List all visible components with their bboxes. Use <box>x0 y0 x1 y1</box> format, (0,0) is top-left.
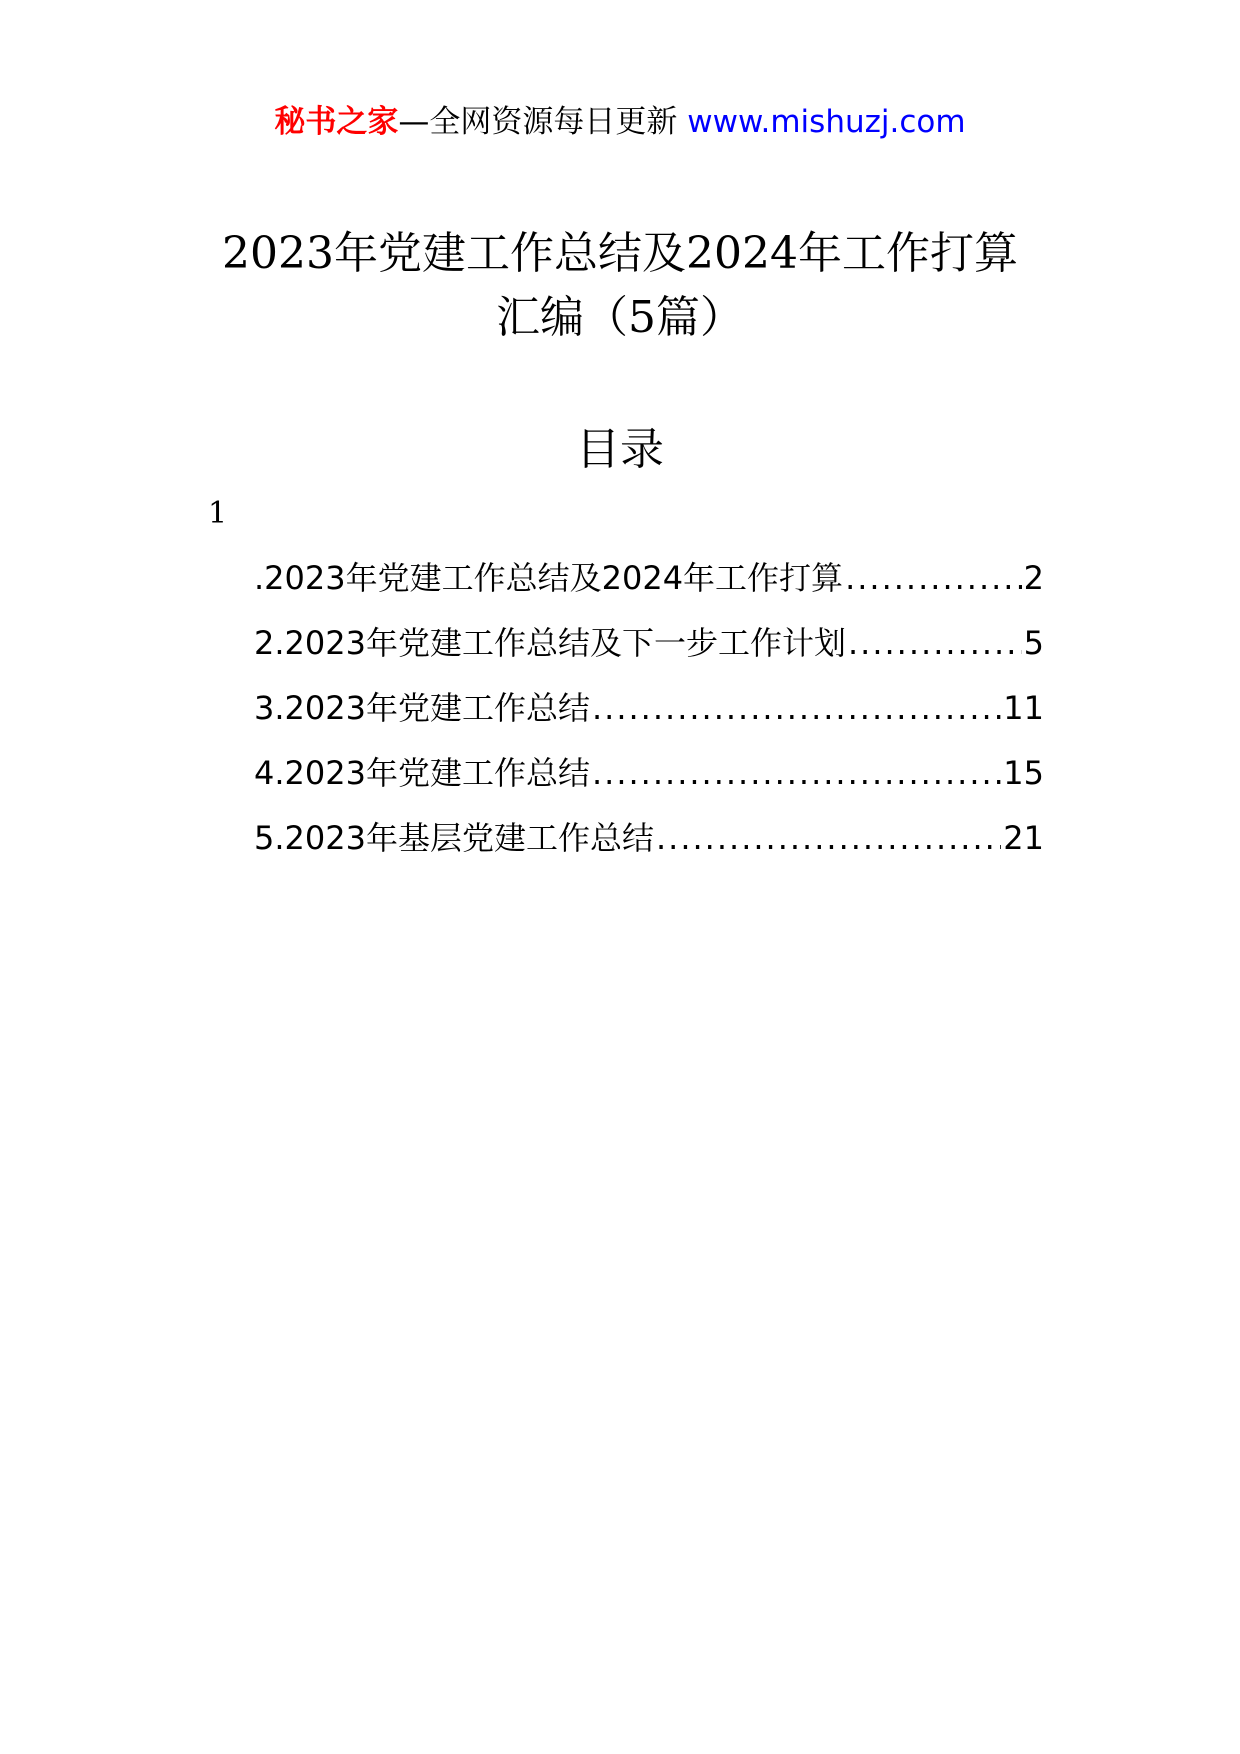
toc-entry[interactable] <box>254 621 1044 686</box>
toc-entry-page: 15 <box>1003 754 1044 792</box>
toc-entry-label: .2023年党建工作总结及2024年工作打算 <box>254 559 844 597</box>
toc-entry-label: 5.2023年基层党建工作总结 <box>254 819 654 857</box>
toc-entry-page: 2 <box>1023 559 1044 597</box>
document-title <box>150 222 1090 350</box>
toc-dot-leader <box>592 751 1001 795</box>
toc-entry-page: 21 <box>1003 819 1044 857</box>
toc-entry-label: 2.2023年党建工作总结及下一步工作计划 <box>254 624 846 662</box>
toc-list <box>254 556 1044 881</box>
toc-heading: 目录 <box>576 424 664 475</box>
site-header <box>0 100 1240 144</box>
toc-dot-leader <box>848 621 1022 665</box>
toc-entry[interactable] <box>254 816 1044 881</box>
toc-dot-leader <box>656 816 1001 860</box>
site-brand: 秘书之家 <box>274 104 399 140</box>
document-title-line-2: 汇编（5篇） <box>496 292 744 343</box>
toc-dot-leader <box>845 556 1022 600</box>
site-tagline: —全网资源每日更新 <box>398 104 678 140</box>
toc-entry-page: 5 <box>1023 624 1044 662</box>
document-title-line-1: 2023年党建工作总结及2024年工作打算 <box>222 228 1018 279</box>
toc-stray-number: 1 <box>208 496 228 531</box>
toc-dot-leader <box>592 686 1001 730</box>
toc-entry[interactable] <box>254 556 1044 621</box>
toc-entry-label: 4.2023年党建工作总结 <box>254 754 590 792</box>
toc-entry[interactable] <box>254 751 1044 816</box>
site-url-link[interactable]: www.mishuzj.com <box>687 104 966 140</box>
toc-entry-label: 3.2023年党建工作总结 <box>254 689 590 727</box>
toc-entry[interactable] <box>254 686 1044 751</box>
toc-entry-page: 11 <box>1003 689 1044 727</box>
